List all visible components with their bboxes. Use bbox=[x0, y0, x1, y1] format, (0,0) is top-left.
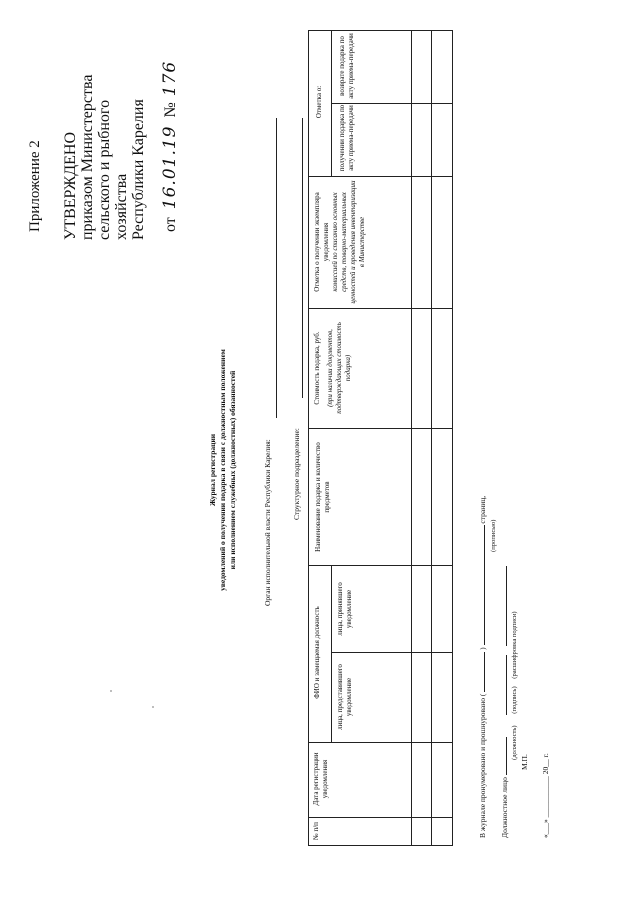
row-line-1 bbox=[431, 30, 432, 846]
footer-official: Должностное лицо bbox=[500, 777, 509, 838]
footer-position: (должность) bbox=[511, 725, 518, 760]
col-fio-sub2-header: лица, принявшего уведомление bbox=[336, 582, 353, 636]
col-marks-sub1-header: получении подарка по акту приема-передачи bbox=[338, 104, 355, 172]
col-sep-name bbox=[308, 428, 453, 429]
table-border-left bbox=[308, 30, 309, 846]
col-copy-note: комиссией по списанию основных средств, товарно-материальных ценностей и проведения инвентаризации в Министерстве bbox=[331, 180, 366, 304]
col-cost-note: (при наличии документов, подтверждающих стоимость подарка) bbox=[326, 322, 352, 414]
approval-line-4: хозяйства bbox=[113, 173, 130, 240]
approval-block bbox=[62, 75, 147, 240]
journal-heading bbox=[208, 250, 238, 690]
appendix-label: Приложение 2 bbox=[27, 140, 43, 232]
col-num-header: № п/п bbox=[312, 822, 320, 840]
col-copy-header bbox=[313, 180, 367, 304]
col-sep-date bbox=[308, 742, 453, 743]
approval-number: 176 bbox=[160, 60, 180, 97]
approval-date: 16.01.19 bbox=[160, 125, 180, 210]
footer-in-words: (прописью) bbox=[490, 519, 497, 552]
journal-subtitle-2: или исполнением служебных (должностных) обязанностей bbox=[228, 370, 237, 570]
unit-underline bbox=[302, 118, 303, 398]
header-bottom-line bbox=[411, 30, 412, 846]
col-cost-header bbox=[313, 312, 353, 424]
approval-line-5: Республики Карелия bbox=[130, 99, 147, 240]
fio-header-split bbox=[331, 565, 332, 743]
footer-numbered-text: В журнале пронумеровано и прошнуровано ( bbox=[478, 693, 487, 838]
footer-numbered bbox=[478, 496, 487, 838]
col-sep-fio-sub bbox=[331, 652, 453, 653]
approval-line-2: приказом Министерства bbox=[79, 74, 96, 240]
footer-date-line: «___» ___________ 20__ г. bbox=[541, 753, 550, 838]
footer-pages: страниц, bbox=[478, 495, 487, 524]
col-date-header: Дата регистрации уведомления bbox=[312, 752, 329, 806]
col-fio-header: ФИО и замещаемая должность bbox=[313, 606, 321, 699]
col-sep-num bbox=[308, 817, 453, 818]
authority-underline bbox=[276, 118, 277, 418]
col-copy-title: Отметка о получении экземпляра уведомления bbox=[313, 192, 330, 292]
journal-title: Журнал регистрации bbox=[208, 433, 217, 507]
scan-speck bbox=[110, 690, 112, 692]
col-marks-sub2-header: возврате подарка по акту приема-передачи bbox=[338, 33, 355, 99]
journal-subtitle-1: уведомлений о получении подарка в связи с должностным положением bbox=[218, 349, 227, 591]
footer-official-row bbox=[500, 566, 509, 838]
footer-labels-row bbox=[511, 611, 518, 760]
approval-line-3: сельского и рыбного bbox=[96, 99, 113, 240]
col-marks-header: Отметка о: bbox=[315, 85, 323, 119]
unit-label: Структурное подразделение: bbox=[292, 428, 301, 520]
scan-speck bbox=[152, 706, 154, 708]
col-name-header: Наименование подарка и количество предметов bbox=[314, 442, 331, 552]
col-sep-cost bbox=[308, 308, 453, 309]
authority-label: Орган исполнительной власти Республики Карелия: bbox=[263, 439, 272, 606]
table-border-right bbox=[452, 30, 453, 846]
footer-decoding: (расшифровка подписи) bbox=[511, 611, 518, 679]
col-cost-title: Стоимость подарка, руб. bbox=[313, 331, 321, 405]
footer-signature: (подпись) bbox=[511, 686, 518, 714]
footer-stamp: М.П. bbox=[520, 754, 529, 770]
col-sep-fio bbox=[308, 565, 453, 566]
approval-date-row bbox=[160, 61, 180, 232]
footer-numbered-close: ) bbox=[478, 647, 487, 650]
approval-line-1: УТВЕРЖДЕНО bbox=[62, 131, 79, 240]
col-sep-copy bbox=[308, 176, 453, 177]
number-prefix: № bbox=[162, 102, 179, 118]
from-prefix: от bbox=[162, 217, 179, 232]
marks-header-split bbox=[331, 30, 332, 177]
col-fio-sub1-header: лица, представившего уведомление bbox=[336, 664, 353, 730]
